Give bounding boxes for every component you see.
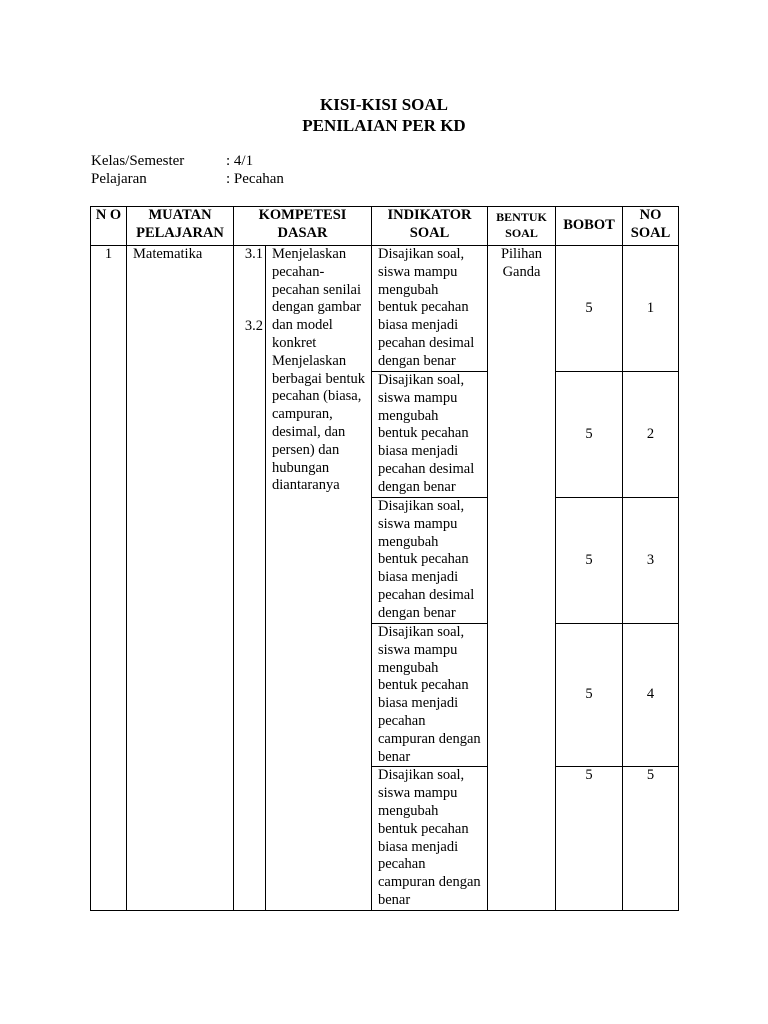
muatan-pelajaran-cell: Matematika	[127, 246, 234, 911]
header-indikator-soal: INDIKATOR SOAL	[372, 207, 488, 246]
indikator-cell-2: Disajikan soal, siswa mampu mengubah bentuk pecahan biasa menjadi pecahan desimal dengan benar	[372, 372, 488, 498]
kelas-semester-label: Kelas/Semester	[91, 153, 185, 169]
kelas-semester-line	[91, 152, 253, 170]
indikator-cell-4: Disajikan soal, siswa mampu mengubah bentuk pecahan biasa menjadi pecahan campuran dengan benar	[372, 624, 488, 767]
bentuk-soal-cell: Pilihan Ganda	[488, 246, 556, 911]
no-soal-cell-2: 2	[623, 372, 679, 498]
no-soal-cell-3: 3	[623, 498, 679, 624]
row-number: 1	[91, 246, 127, 911]
header-bentuk-soal: BENTUK SOAL	[488, 207, 556, 246]
indikator-cell-3: Disajikan soal, siswa mampu mengubah bentuk pecahan biasa menjadi pecahan desimal dengan benar	[372, 498, 488, 624]
table-row	[91, 246, 679, 372]
pelajaran-value: : Pecahan	[226, 171, 284, 187]
kd-number-1: 3.1	[244, 246, 263, 262]
document-subtitle: PENILAIAN PER KD	[302, 116, 466, 135]
header-muatan-pelajaran: MUATAN PELAJARAN	[127, 207, 234, 246]
bobot-cell-3: 5	[556, 498, 623, 624]
pelajaran-line	[91, 170, 284, 188]
bobot-cell-5: 5	[556, 767, 623, 910]
kelas-semester-value: : 4/1	[226, 153, 254, 169]
header-kompetensi-dasar: KOMPETESI DASAR	[234, 207, 372, 246]
no-soal-cell-4: 4	[623, 624, 679, 767]
table-header-row	[91, 207, 679, 246]
bobot-cell-4: 5	[556, 624, 623, 767]
kd-number-2: 3.2	[244, 317, 263, 334]
header-no: N O	[91, 207, 127, 246]
indikator-cell-5: Disajikan soal, siswa mampu mengubah bentuk pecahan biasa menjadi pecahan campuran dengan benar	[372, 767, 488, 910]
kompetensi-dasar-cell: Menjelaskan pecahan-pecahan senilai dengan gambar dan model konkret Menjelaskan berbagai bentuk pecahan (biasa, campuran, desimal, dan persen) dan hubungan diantaranya	[266, 246, 372, 911]
indikator-cell-1: Disajikan soal, siswa mampu mengubah bentuk pecahan biasa menjadi pecahan desimal dengan benar	[372, 246, 488, 372]
kisi-kisi-table	[90, 206, 679, 911]
pelajaran-label: Pelajaran	[91, 171, 147, 187]
bobot-cell-2: 5	[556, 372, 623, 498]
kd-number-cell	[234, 246, 266, 911]
header-no-soal: NO SOAL	[623, 207, 679, 246]
no-soal-cell-1: 1	[623, 246, 679, 372]
document-title: KISI-KISI SOAL	[319, 95, 449, 114]
header-bobot: BOBOT	[556, 207, 623, 246]
no-soal-cell-5: 5	[623, 767, 679, 910]
bobot-cell-1: 5	[556, 246, 623, 372]
